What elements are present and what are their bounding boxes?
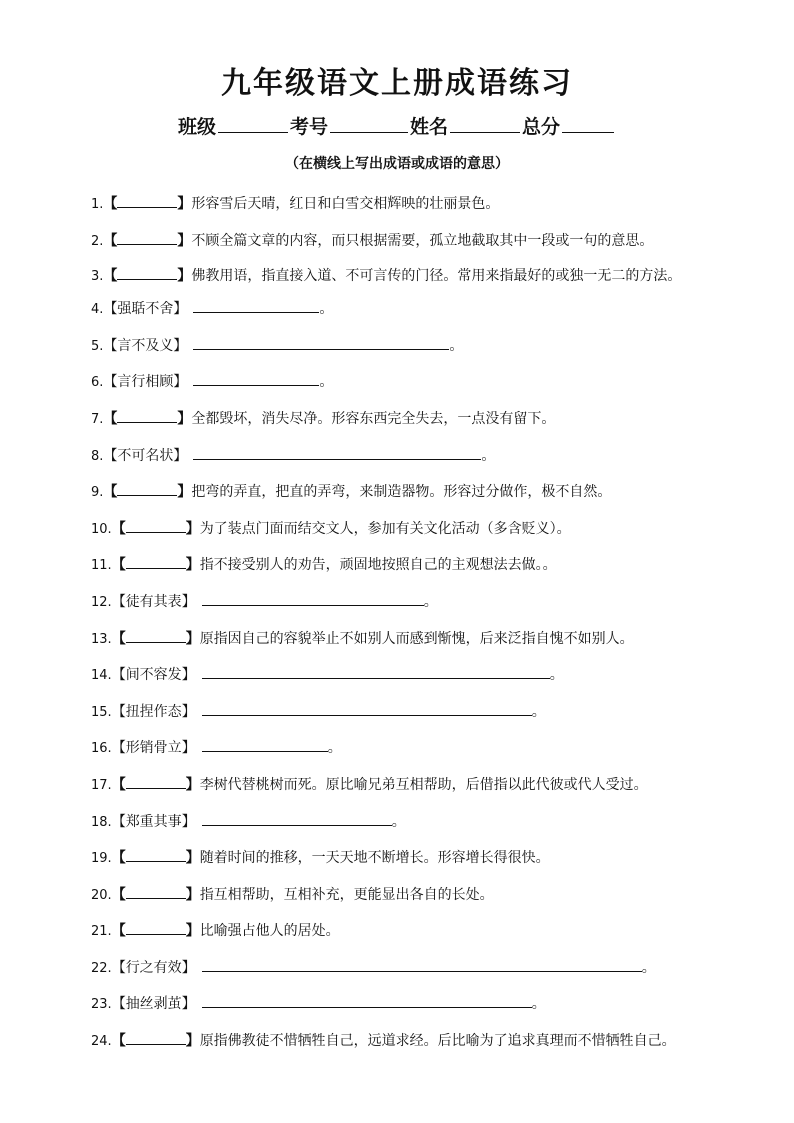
question-item (58, 590, 738, 614)
bracket-close: 】 (173, 337, 188, 354)
bracket-close: 】 (185, 886, 200, 903)
bracket-open: 【 (103, 232, 118, 249)
question-number: 8. (91, 448, 104, 464)
question-number: 6. (91, 375, 104, 391)
bracket-open: 【 (111, 630, 126, 647)
meaning-answer-line[interactable] (193, 444, 481, 460)
question-number: 1. (91, 197, 104, 212)
idiom-answer-blank[interactable] (126, 517, 186, 533)
score-field[interactable] (562, 114, 614, 133)
bracket-open: 【 (103, 196, 118, 212)
bracket-close: 】 (177, 196, 192, 212)
idiom-meaning: 随着时间的推移，一天天地不断增长。形容增长得很快。 (199, 850, 550, 867)
idiom-text: 行之有效 (125, 959, 182, 976)
idiom-text: 徒有其表 (125, 593, 182, 610)
bracket-open: 【 (111, 886, 126, 903)
question-item (58, 846, 738, 870)
question-item (58, 229, 738, 253)
idiom-meaning: 不顾全篇文章的内容，而只根据需要，孤立地截取其中一段或一句的意思。 (191, 232, 654, 249)
idiom-answer-blank[interactable] (126, 883, 186, 899)
score-label: 总分 (522, 116, 561, 138)
bracket-close: 】 (185, 1033, 200, 1050)
bracket-close: 】 (181, 593, 196, 610)
bracket-open: 【 (111, 776, 126, 793)
bracket-close: 】 (173, 301, 188, 318)
meaning-answer-line[interactable] (202, 810, 392, 826)
bracket-open: 【 (103, 301, 118, 318)
bracket-open: 【 (103, 268, 118, 285)
bracket-open: 【 (103, 484, 118, 501)
meaning-answer-line[interactable] (202, 590, 424, 606)
question-item (58, 1029, 738, 1053)
meaning-answer-line[interactable] (193, 297, 319, 313)
question-number: 19. (91, 851, 112, 867)
question-number: 20. (91, 887, 112, 903)
idiom-text: 不可名状 (117, 447, 174, 464)
period: 。 (531, 703, 546, 720)
class-field[interactable] (218, 114, 288, 133)
bracket-open: 【 (111, 557, 126, 574)
question-item (58, 736, 738, 760)
idiom-meaning: 原指佛教徒不惜牺牲自己，远道求经。后比喻为了追求真理而不惜牺牲自己。 (199, 1033, 676, 1050)
question-number: 9. (91, 485, 104, 501)
bracket-open: 【 (111, 850, 126, 867)
idiom-meaning: 比喻强占他人的居处。 (199, 923, 340, 940)
meaning-answer-line[interactable] (193, 334, 449, 350)
bracket-open: 【 (111, 667, 126, 684)
idiom-text: 郑重其事 (125, 813, 182, 830)
period: 。 (481, 447, 496, 464)
idiom-answer-blank[interactable] (126, 773, 186, 789)
question-item (58, 700, 738, 724)
idiom-text: 言不及义 (117, 337, 174, 354)
idiom-answer-blank[interactable] (117, 192, 177, 208)
idiom-text: 形销骨立 (125, 740, 182, 757)
period: 。 (319, 301, 334, 318)
idiom-answer-blank[interactable] (126, 919, 186, 935)
question-item (58, 260, 738, 293)
question-number: 23. (91, 997, 112, 1013)
bracket-open: 【 (111, 703, 126, 720)
question-number: 3. (91, 269, 104, 285)
bracket-close: 】 (173, 447, 188, 464)
question-item (58, 919, 738, 943)
question-item (58, 883, 738, 907)
bracket-open: 【 (111, 520, 126, 537)
question-item (58, 334, 738, 358)
bracket-close: 】 (185, 520, 200, 537)
period: 。 (391, 813, 406, 830)
question-number: 5. (91, 338, 104, 354)
name-label: 姓名 (410, 116, 449, 138)
period: 。 (531, 996, 546, 1013)
idiom-meaning: 把弯的弄直，把直的弄弯，来制造器物。形容过分做作，极不自然。 (191, 484, 612, 501)
idiom-meaning: 指互相帮助，互相补充，更能显出各自的长处。 (199, 886, 494, 903)
question-item (58, 370, 738, 394)
bracket-open: 【 (103, 374, 118, 391)
question-item (58, 956, 738, 980)
meaning-answer-line[interactable] (202, 736, 328, 752)
question-item (58, 553, 738, 577)
bracket-close: 】 (177, 232, 192, 249)
question-item (58, 627, 738, 651)
question-number: 17. (91, 777, 112, 793)
idiom-answer-blank[interactable] (117, 264, 177, 280)
idiom-text: 扭捏作态 (125, 703, 182, 720)
idiom-meaning: 指不接受别人的劝告，顽固地按照自己的主观想法去做。。 (199, 557, 557, 574)
bracket-close: 】 (181, 667, 196, 684)
period: 。 (641, 959, 656, 976)
question-number: 11. (91, 558, 112, 574)
question-item (58, 407, 738, 431)
idiom-answer-blank[interactable] (126, 846, 186, 862)
bracket-close: 】 (185, 923, 200, 940)
idiom-text: 间不容发 (125, 667, 182, 684)
question-number: 12. (91, 594, 112, 610)
bracket-close: 】 (185, 630, 200, 647)
question-item (58, 663, 738, 687)
question-item (58, 992, 738, 1016)
question-number: 18. (91, 814, 112, 830)
exam-no-field[interactable] (330, 114, 408, 133)
question-number: 24. (91, 1034, 112, 1050)
question-number: 7. (91, 411, 104, 427)
bracket-close: 】 (185, 776, 200, 793)
meaning-answer-line[interactable] (202, 700, 532, 716)
bracket-close: 】 (177, 484, 192, 501)
question-number: 16. (91, 741, 112, 757)
bracket-open: 【 (103, 447, 118, 464)
bracket-close: 】 (185, 557, 200, 574)
bracket-open: 【 (103, 410, 118, 427)
idiom-text: 言行相顾 (117, 374, 174, 391)
question-number: 21. (91, 924, 112, 940)
idiom-answer-blank[interactable] (126, 553, 186, 569)
question-item (58, 773, 738, 797)
student-info-row (0, 112, 794, 139)
question-number: 2. (91, 233, 104, 249)
bracket-open: 【 (111, 923, 126, 940)
question-list (58, 192, 738, 1066)
meaning-answer-line[interactable] (193, 370, 319, 386)
question-number: 10. (91, 521, 112, 537)
question-number: 15. (91, 704, 112, 720)
question-number: 13. (91, 631, 112, 647)
bracket-close: 】 (181, 959, 196, 976)
idiom-meaning: 佛教用语，指直接入道、不可言传的门径。常用来指最好的或独一无二的方法。 (191, 268, 682, 285)
question-number: 4. (91, 302, 104, 318)
bracket-open: 【 (111, 593, 126, 610)
bracket-open: 【 (111, 996, 126, 1013)
bracket-close: 】 (181, 703, 196, 720)
bracket-close: 】 (185, 850, 200, 867)
question-item (58, 192, 738, 216)
idiom-text: 抽丝剥茧 (125, 996, 182, 1013)
question-item (58, 810, 738, 834)
bracket-close: 】 (177, 410, 192, 427)
instructions: （在横线上写出成语或成语的意思） (285, 156, 509, 172)
question-number: 14. (91, 668, 112, 684)
period: 。 (327, 740, 342, 757)
bracket-open: 【 (111, 959, 126, 976)
meaning-answer-line[interactable] (202, 992, 532, 1008)
question-item (58, 480, 738, 504)
bracket-close: 】 (181, 813, 196, 830)
bracket-open: 【 (103, 337, 118, 354)
question-item (58, 297, 738, 321)
bracket-close: 】 (181, 996, 196, 1013)
class-label: 班级 (177, 116, 216, 138)
idiom-text: 强聒不舍 (117, 301, 174, 318)
question-item (58, 444, 738, 468)
idiom-answer-blank[interactable] (117, 229, 177, 245)
period: 。 (549, 667, 564, 684)
question-item (58, 517, 738, 541)
idiom-meaning: 形容雪后天晴，红日和白雪交相辉映的壮丽景色。 (191, 196, 500, 212)
name-field[interactable] (450, 114, 520, 133)
period: 。 (319, 374, 334, 391)
bracket-close: 】 (181, 740, 196, 757)
exam-no-label: 考号 (289, 116, 328, 138)
idiom-answer-blank[interactable] (117, 407, 177, 423)
period: 。 (423, 593, 438, 610)
bracket-close: 】 (173, 374, 188, 391)
bracket-open: 【 (111, 813, 126, 830)
bracket-open: 【 (111, 740, 126, 757)
bracket-close: 】 (177, 268, 192, 285)
idiom-meaning: 为了装点门面而结交文人，参加有关文化活动（多含贬义）。 (199, 520, 571, 537)
page-title: 九年级语文上册成语练习 (221, 66, 573, 101)
idiom-answer-blank[interactable] (126, 1029, 186, 1045)
idiom-answer-blank[interactable] (117, 480, 177, 496)
idiom-meaning: 李树代替桃树而死。原比喻兄弟互相帮助，后借指以此代彼或代人受过。 (199, 776, 648, 793)
idiom-meaning: 原指因自己的容貌举止不如别人而感到惭愧，后来泛指自愧不如别人。 (199, 630, 634, 647)
meaning-answer-line[interactable] (202, 663, 550, 679)
question-number: 22. (91, 960, 112, 976)
period: 。 (449, 337, 464, 354)
idiom-meaning: 全都毁坏，消失尽净。形容东西完全失去，一点没有留下。 (191, 410, 556, 427)
meaning-answer-line[interactable] (202, 956, 642, 972)
idiom-answer-blank[interactable] (126, 627, 186, 643)
bracket-open: 【 (111, 1033, 126, 1050)
